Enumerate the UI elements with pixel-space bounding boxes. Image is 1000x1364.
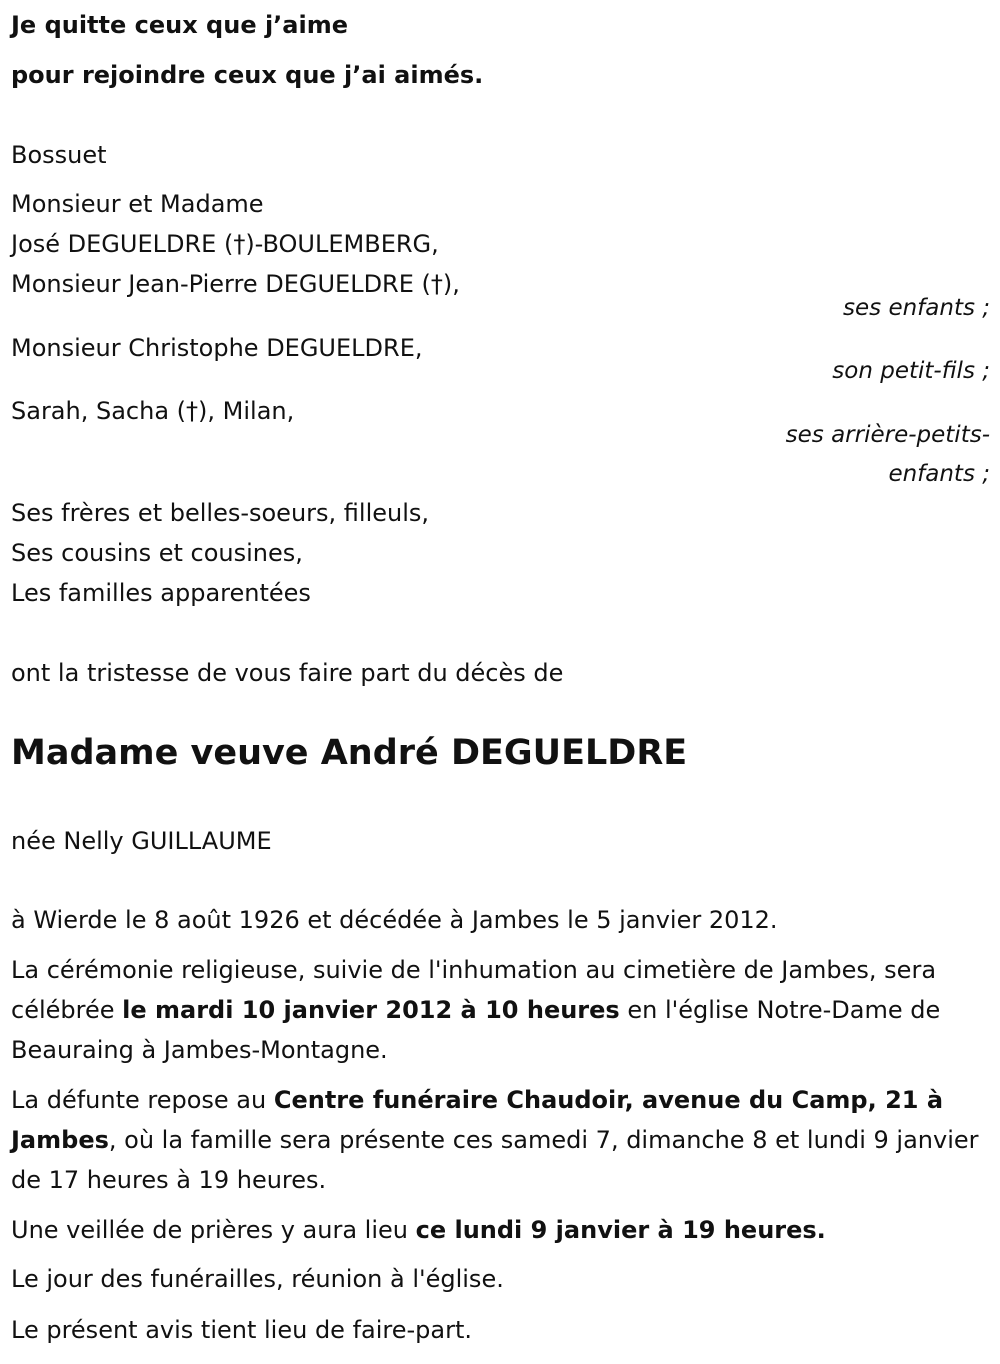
- others-line-2: Ses cousins et cousines,: [11, 539, 303, 567]
- ceremony-text-1: La cérémonie religieuse, suivie de l'inhumation au cimetière de Jambes, sera célébrée: [11, 956, 937, 1024]
- children-line-1: Monsieur et Madame: [11, 190, 264, 218]
- greatgrandchildren-role-2: enfants ;: [888, 461, 990, 487]
- birth-death: à Wierde le 8 août 1926 et décédée à Jambes le 5 janvier 2012.: [11, 906, 778, 934]
- announcement: ont la tristesse de vous faire part du décès de: [11, 659, 564, 687]
- deceased-name: Madame veuve André DEGUELDRE: [11, 733, 688, 773]
- ceremony-paragraph: [11, 950, 986, 1070]
- others-line-3: Les familles apparentées: [11, 579, 311, 607]
- funeral-meeting: Le jour des funérailles, réunion à l'église.: [11, 1265, 504, 1293]
- grandson-line: Monsieur Christophe DEGUELDRE,: [11, 334, 423, 362]
- notice: Le présent avis tient lieu de faire-part.: [11, 1316, 473, 1344]
- others-line-1: Ses frères et belles-soeurs, filleuls,: [11, 499, 430, 527]
- children-line-3: Monsieur Jean-Pierre DEGUELDRE (†),: [11, 270, 460, 298]
- quote-line-2: pour rejoindre ceux que j’ai aimés.: [11, 61, 484, 89]
- grandson-role: son petit-fils ;: [832, 358, 990, 384]
- rest-location: Centre funéraire Chaudoir, avenue du Camp, 21 à Jambes: [11, 1086, 944, 1154]
- ceremony-date: le mardi 10 janvier 2012 à 10 heures: [122, 996, 620, 1024]
- place: Bossuet: [11, 141, 107, 169]
- vigil-paragraph: [11, 1210, 986, 1250]
- rest-paragraph: [11, 1080, 986, 1200]
- vigil-text: Une veillée de prières y aura lieu: [11, 1216, 416, 1244]
- quote-line-1: Je quitte ceux que j’aime: [11, 11, 349, 39]
- children-line-2: José DEGUELDRE (†)-BOULEMBERG,: [11, 230, 439, 258]
- greatgrandchildren-role-1: ses arrière-petits-: [785, 422, 990, 448]
- maiden-name: née Nelly GUILLAUME: [11, 827, 272, 855]
- greatgrandchildren-line: Sarah, Sacha (†), Milan,: [11, 397, 295, 425]
- vigil-date: ce lundi 9 janvier à 19 heures.: [415, 1216, 826, 1244]
- ceremony-text-2: en l'église Notre-Dame de Beauraing à Jambes-Montagne.: [11, 996, 941, 1064]
- rest-text-1: La défunte repose au: [11, 1086, 274, 1114]
- children-role: ses enfants ;: [843, 295, 990, 321]
- rest-text-2: , où la famille sera présente ces samedi 7, dimanche 8 et lundi 9 janvier de 17 heures à 19 heures.: [11, 1126, 979, 1194]
